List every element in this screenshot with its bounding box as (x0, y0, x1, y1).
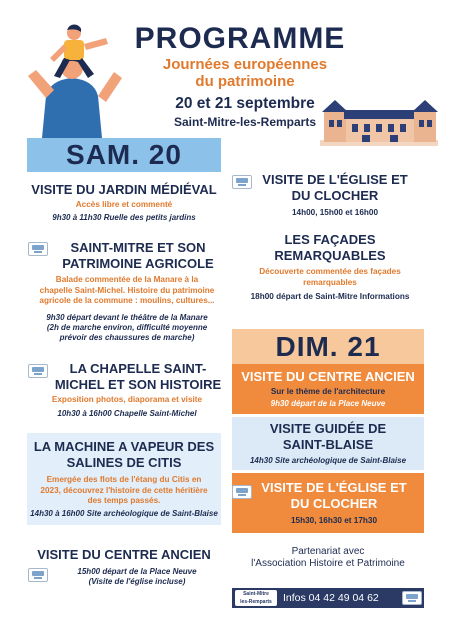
event-patrimoine-agricole (22, 240, 232, 343)
event-centre-ancien-sun (232, 364, 424, 414)
event-description: des temps passés. (87, 496, 161, 505)
event-time: 15h00 départ de la Place Neuve (77, 567, 197, 576)
event-description: 2023, découvrez l'histoire de cette héritière (40, 485, 208, 495)
event-title: LA CHAPELLE SAINT- (69, 361, 207, 376)
event-title: SALINES DE CITIS (66, 455, 182, 470)
event-eglise-clocher-sat (240, 172, 430, 219)
event-time: 14h00, 15h00 et 16h00 (291, 208, 379, 217)
event-description: agricole de la commune : moulins, cultures... (39, 296, 215, 305)
event-subtitle (160, 56, 330, 90)
sunday-label: DIM. 21 (232, 329, 424, 364)
event-title: DU CLOCHER (291, 188, 379, 203)
logo-line: les-Remparts (240, 599, 272, 605)
event-time: 9h30 à 11h30 Ruelle des petits jardins (52, 212, 196, 222)
event-centre-ancien-sat-time (52, 567, 222, 587)
accessibility-badge-icon (402, 591, 422, 605)
event-saint-blaise (232, 417, 424, 470)
event-description: Découverte commentée des façades (259, 267, 401, 276)
town-logo (235, 590, 277, 606)
event-title: VISITE DE L'ÉGLISE ET (261, 480, 407, 495)
event-description: Emergée des flots de l'étang du Citis en (46, 475, 202, 484)
event-title: VISITE DU CENTRE ANCIEN (37, 547, 211, 562)
event-time: (Visite de l'église incluse) (88, 577, 186, 586)
page-title: PROGRAMME (134, 22, 346, 55)
event-chapelle-saint-michel (22, 361, 232, 419)
event-title: MICHEL ET SON HISTOIRE (54, 377, 222, 392)
subtitle-line: du patrimoine (195, 73, 295, 90)
event-title: REMARQUABLES (274, 248, 386, 263)
footer-info-phone: Infos 04 42 49 04 62 (283, 592, 379, 604)
event-description: remarquables (303, 277, 357, 287)
event-title: LA MACHINE A VAPEUR DES (33, 439, 215, 454)
event-time: 9h30 départ de la Place Neuve (270, 398, 386, 408)
event-description: Sur le thème de l'architecture (270, 387, 386, 396)
event-description: Accès libre et commenté (75, 200, 173, 209)
partnership-line: l'Association Histoire et Patrimoine (251, 558, 405, 569)
event-title: VISITE DE L'ÉGLISE ET (262, 172, 408, 187)
event-title: DU CLOCHER (290, 496, 378, 511)
event-time: 15h30, 16h30 et 17h30 (290, 516, 378, 525)
logo-line: Saint-Mitre (243, 591, 269, 597)
subtitle-line: Journées européennes (162, 56, 328, 73)
event-time: 10h30 à 16h00 Chapelle Saint-Michel (57, 408, 197, 418)
event-description: Balade commentée de la Manare à la (55, 275, 199, 284)
accessibility-badge-icon (28, 568, 48, 582)
father-child-illustration (2, 18, 137, 138)
event-eglise-clocher-sun-text (248, 480, 420, 527)
event-time: prévoir des chaussures de marche) (59, 332, 195, 342)
event-jardin-medieval (22, 182, 226, 223)
event-title: SAINT-BLAISE (282, 437, 374, 452)
partnership-line: Partenariat avec (291, 546, 365, 557)
event-description: chapelle Saint-Michel. Histoire du patrimoine (39, 285, 215, 295)
event-facades-remarquables (232, 232, 428, 303)
event-title: LES FAÇADES (284, 232, 376, 247)
event-time: (2h de marche environ, difficulté moyenne (46, 322, 208, 332)
event-town: Saint-Mitre-les-Remparts (173, 115, 317, 129)
event-title: VISITE DU CENTRE ANCIEN (241, 369, 415, 384)
saturday-label: SAM. 20 (27, 138, 221, 172)
event-time: 9h30 départ devant le théâtre de la Manare (46, 312, 208, 322)
event-title: SAINT-MITRE ET SON (70, 240, 206, 255)
event-dates: 20 et 21 septembre (175, 95, 315, 112)
event-title: PATRIMOINE AGRICOLE (62, 256, 214, 271)
event-centre-ancien-sat (22, 547, 226, 563)
event-time: 14h30 Site archéologique de Saint-Blaise (249, 456, 407, 465)
event-title: VISITE GUIDÉE DE (269, 421, 387, 436)
event-title: VISITE DU JARDIN MÉDIÉVAL (31, 182, 217, 197)
event-time: 18h00 départ de Saint-Mitre Informations (250, 292, 410, 301)
partnership-note (232, 546, 424, 570)
event-time: 14h30 à 16h00 Site archéologique de Saint-Blaise (30, 508, 218, 518)
event-description: Exposition photos, diaporama et visite (51, 395, 203, 404)
event-machine-a-vapeur (27, 433, 221, 525)
